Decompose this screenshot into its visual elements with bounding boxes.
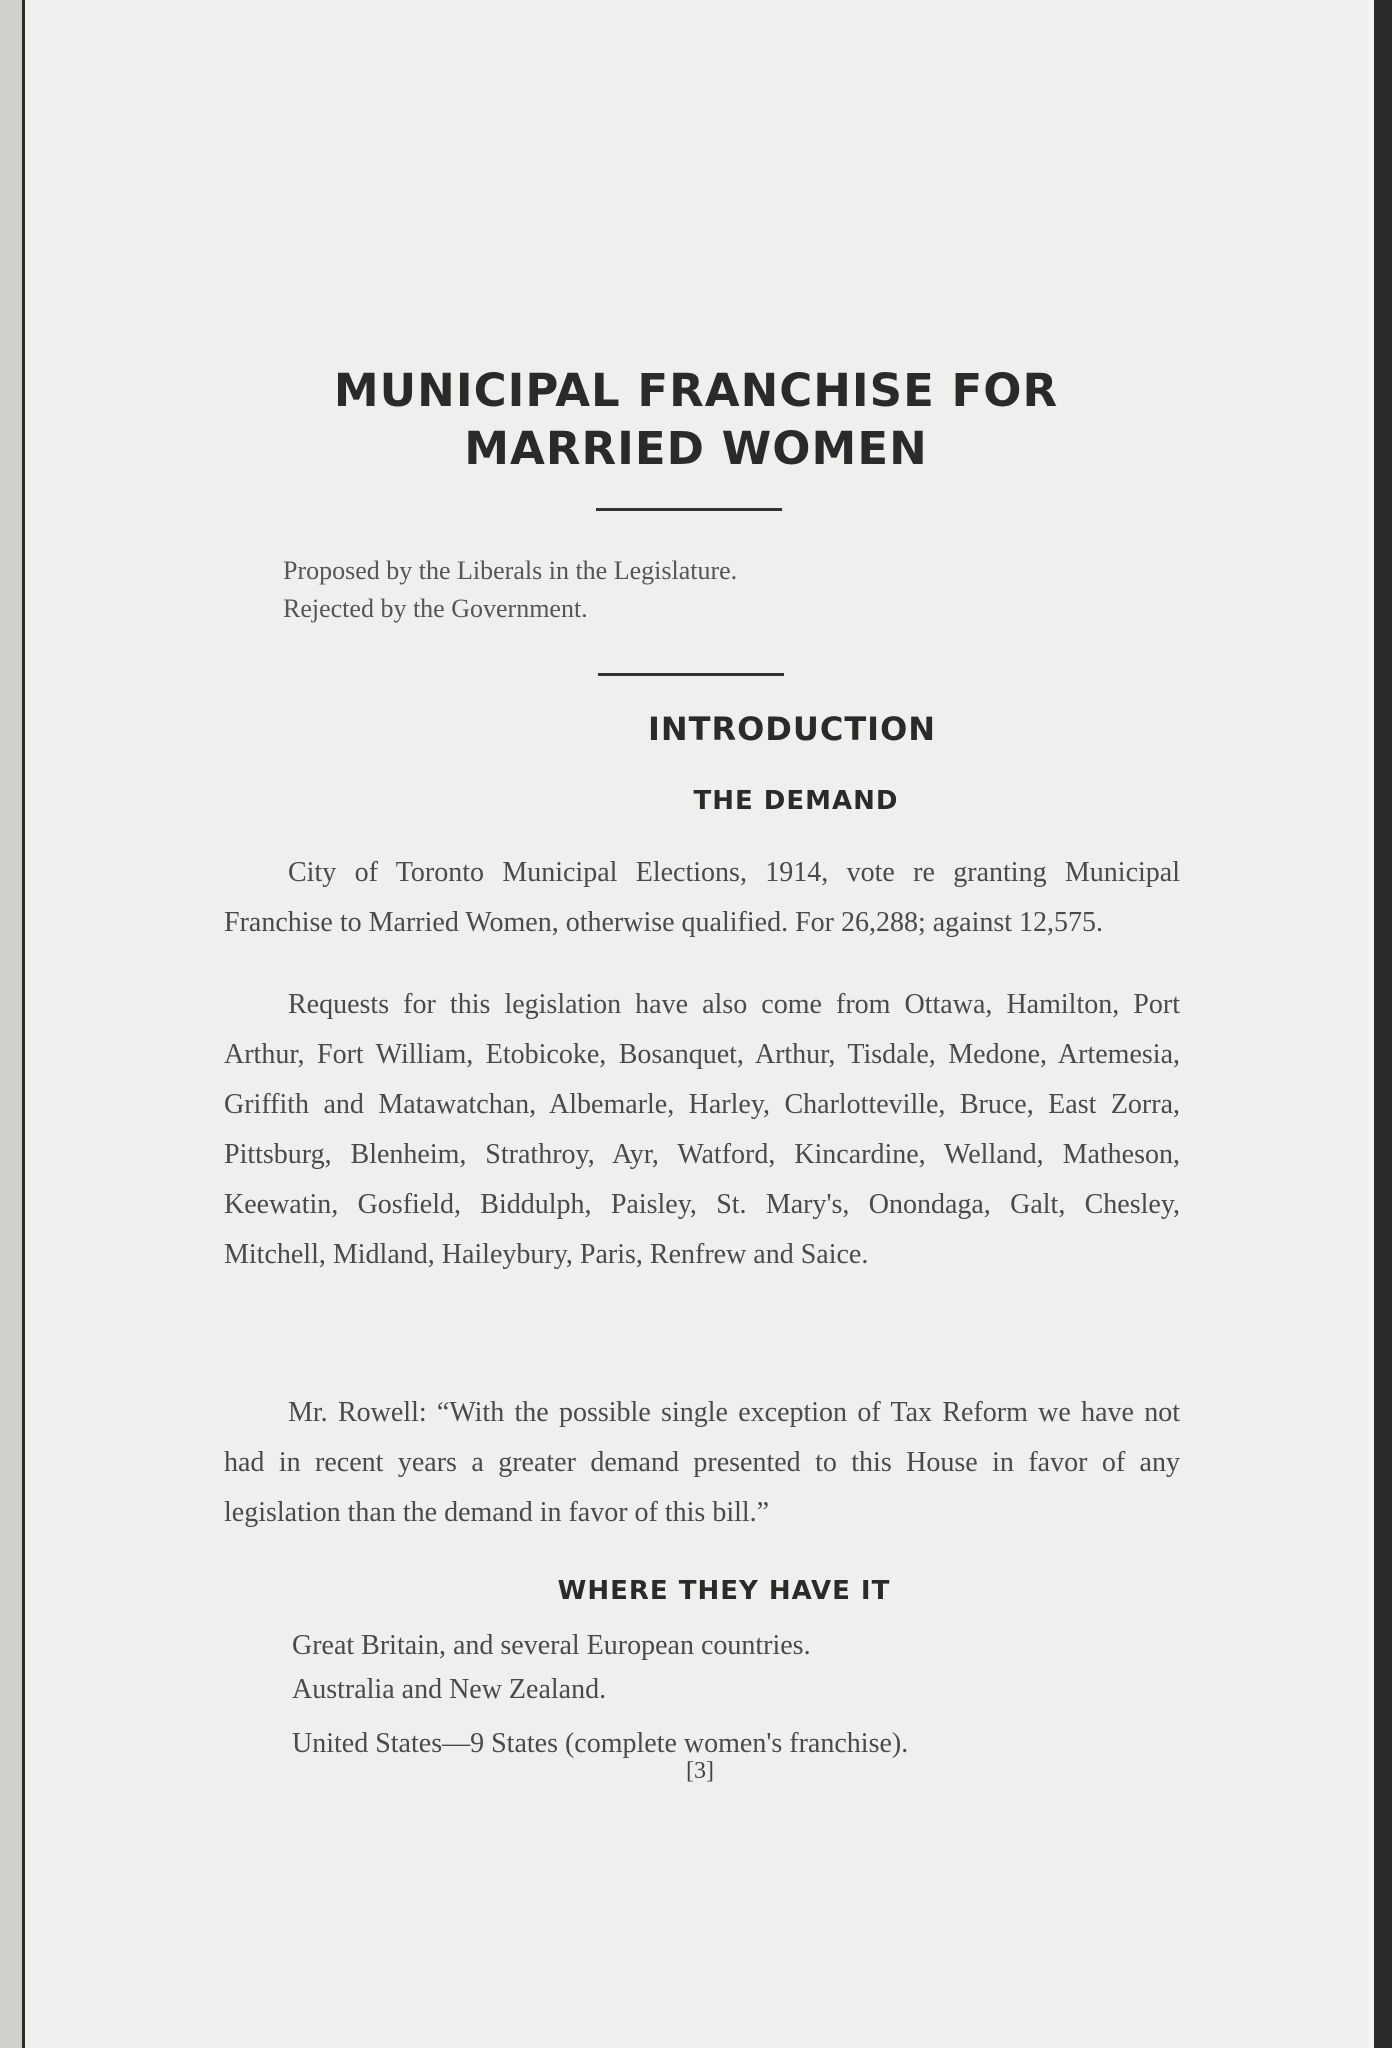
subtitle-block <box>283 552 1183 628</box>
title-line-1: MUNICIPAL FRANCHISE FOR <box>333 364 1059 417</box>
section-heading-introduction: INTRODUCTION <box>647 710 937 748</box>
document-title <box>0 362 1392 478</box>
subtitle-line-1: Proposed by the Liberals in the Legislature. <box>283 556 738 585</box>
page-gutter <box>0 0 22 2048</box>
paragraph-rowell-quote <box>224 1388 1180 1538</box>
paragraph-toronto-vote <box>224 848 1180 948</box>
subheading-the-demand: THE DEMAND <box>693 786 899 816</box>
subtitle-divider <box>598 673 784 676</box>
paragraph-text: Requests for this legislation have also come from Ottawa, Hamilton, Port Arthur, Fort William, Etobicoke, Bosanquet, Arthur, Tisdale, Medone, Artemesia, Griffith and Matawatchan, Albemarle, Harley, Charlotteville, Bruce, East Zorra, Pittsburg, Blenheim, Strathroy, Ayr, Watford, Kincardine, Welland, Matheson, Keewatin, Gosfield, Biddulph, Paisley, St. Mary's, Onondaga, Galt, Chesley, Mitchell, Midland, Haileybury, Paris, Renfrew and Saice. <box>224 989 1180 1270</box>
list-item: Australia and New Zealand. <box>292 1674 607 1705</box>
paragraph-text: Mr. Rowell: “With the possible single exception of Tax Reform we have not had in recent years a greater demand presented to this House in favor of any legislation than the demand in favor of this bill.” <box>224 1397 1180 1528</box>
paragraph-text: City of Toronto Municipal Elections, 1914, vote re granting Municipal Franchise to Married Women, otherwise qualified. For 26,288; against 12,575. <box>224 857 1180 938</box>
paragraph-requests <box>224 980 1180 1280</box>
page-right-edge <box>1374 0 1392 2048</box>
page-number: [3] <box>686 1758 714 1784</box>
list-item: United States—9 States (complete women's franchise). <box>292 1728 909 1759</box>
subtitle-line-2: Rejected by the Government. <box>283 594 588 623</box>
list-item: Great Britain, and several European countries. <box>292 1630 811 1661</box>
subheading-where-they-have-it: WHERE THEY HAVE IT <box>557 1576 891 1606</box>
where-list <box>292 1624 1192 1766</box>
title-divider <box>596 508 782 511</box>
page-left-edge <box>22 0 25 2048</box>
title-line-2: MARRIED WOMEN <box>464 422 928 475</box>
